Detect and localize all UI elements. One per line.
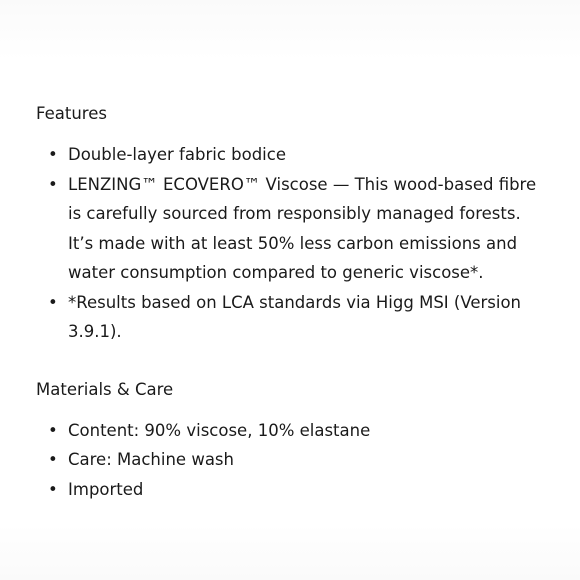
list-item-text: LENZING™ ECOVERO™ Viscose — This wood-based fibre is carefully sourced from responsibly managed forests. It’s made with at least 50% less carbon emissions and water consumption compared to generic viscose*. (68, 174, 537, 282)
list-item (36, 475, 546, 505)
bullet: • (48, 174, 58, 194)
top-fade (0, 0, 580, 60)
list-item (36, 416, 546, 446)
bullet: • (48, 145, 58, 164)
list-item-text: Imported (68, 479, 144, 499)
materials-list (36, 416, 546, 505)
list-item (36, 445, 546, 475)
product-details (36, 100, 546, 504)
bullet: • (48, 420, 58, 440)
list-item-text: Content: 90% viscose, 10% elastane (68, 420, 371, 440)
list-item (36, 140, 546, 170)
list-item-text: Care: Machine wash (68, 450, 234, 469)
features-list (36, 140, 546, 347)
list-item-text: Double-layer fabric bodice (68, 145, 286, 164)
materials-title: Materials & Care (36, 379, 174, 399)
materials-section (36, 376, 546, 505)
bullet: • (48, 292, 58, 312)
features-title: Features (36, 104, 107, 123)
bottom-fade (0, 524, 580, 580)
list-item (36, 288, 546, 347)
bullet: • (48, 450, 58, 469)
list-item (36, 170, 546, 288)
bullet: • (48, 479, 58, 499)
list-item-text: *Results based on LCA standards via Higg MSI (Version 3.9.1). (68, 292, 522, 341)
features-section (36, 100, 546, 347)
